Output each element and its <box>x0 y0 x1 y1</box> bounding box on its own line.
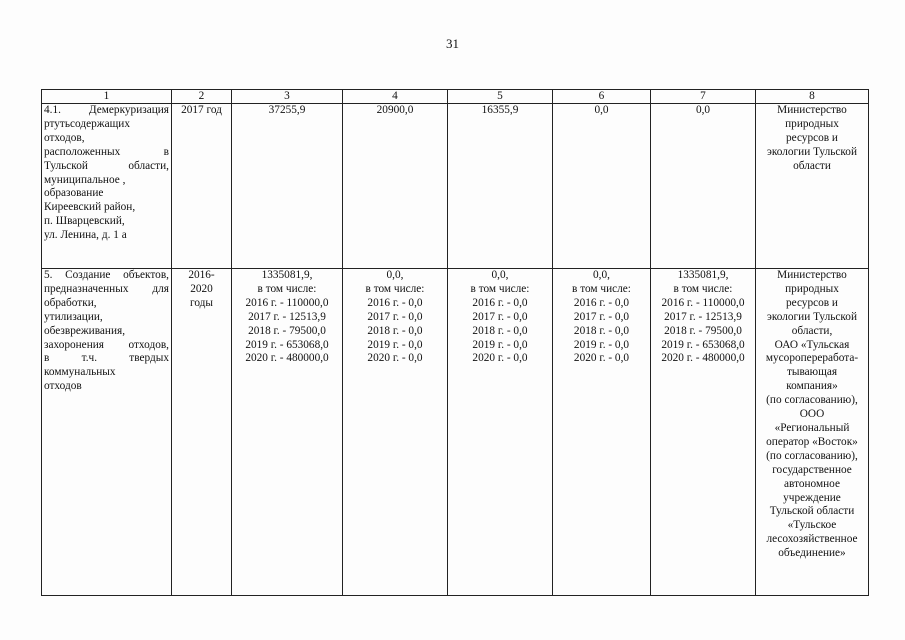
extrabudget-cell <box>651 104 756 269</box>
federal-budget-cell <box>448 104 553 269</box>
cell-line: Министерство <box>777 104 847 116</box>
local-budget-cell <box>553 269 651 596</box>
cell-line: (по согласованию), <box>766 394 858 407</box>
cell-line: 16355,9 <box>481 104 519 116</box>
cell-line: обезвреживания, <box>44 324 126 337</box>
header-cell: 1 <box>42 90 172 104</box>
cell-line: в т.ч. твердых <box>44 352 169 365</box>
cell-line: 2020 г. - 480000,0 <box>245 352 329 365</box>
cell-line: 2017 г. - 0,0 <box>573 310 630 323</box>
cell-line: 2016 г. - 0,0 <box>367 296 423 309</box>
cell-line: экологии Тульской <box>767 310 857 323</box>
cell-line: ртутьсодержащих <box>44 117 130 130</box>
cell-line: предназначенных для <box>44 282 169 295</box>
cell-line: годы <box>189 296 213 309</box>
cell-line: «Региональный <box>774 421 850 434</box>
cell-line: 2017 г. - 12513,9 <box>664 310 742 323</box>
cell-line: 2017 г. - 0,0 <box>472 310 528 323</box>
federal-budget-cell <box>448 269 553 596</box>
cell-line: в том числе: <box>673 282 733 295</box>
table-header-row <box>42 90 869 104</box>
cell-line: 2017 г. - 0,0 <box>367 310 423 323</box>
cell-line: Тульской области <box>769 505 855 518</box>
cell-line: 2018 г. - 0,0 <box>472 324 528 337</box>
cell-line: природных <box>785 117 839 130</box>
cell-line: в том числе: <box>365 282 425 295</box>
cell-line: компания» <box>786 380 838 393</box>
period-cell <box>172 104 232 269</box>
cell-line: п. Шварцевский, <box>44 215 125 228</box>
table-row <box>42 269 869 596</box>
cell-line: «Тульское <box>787 519 837 532</box>
cell-line: 2020 г. - 0,0 <box>573 352 630 365</box>
cell-line: 2016 г. - 110000,0 <box>245 296 329 309</box>
cell-line: 2016 г. - 110000,0 <box>661 296 745 309</box>
cell-line: 5. Создание объектов, <box>44 269 169 281</box>
cell-line: 2018 г. - 79500,0 <box>664 324 742 337</box>
cell-line: 0,0, <box>386 269 404 281</box>
cell-line: автономное <box>784 477 840 490</box>
regional-budget-cell <box>343 269 448 596</box>
cell-line: ресурсов и <box>786 296 838 309</box>
cell-line: объединение» <box>778 547 846 560</box>
cell-line: в том числе: <box>470 282 530 295</box>
cell-line: 2019 г. - 653068,0 <box>245 338 329 351</box>
program-table <box>41 89 869 596</box>
cell-line: 4.1. Демеркуризация <box>44 104 169 116</box>
cell-line: природных <box>785 282 839 295</box>
cell-line: 2017 г. - 12513,9 <box>248 310 326 323</box>
cell-line: захоронения отходов, <box>44 338 169 351</box>
cell-line: учреждение <box>783 491 841 504</box>
local-budget-cell <box>553 104 651 269</box>
cell-line: 2016- <box>188 269 215 281</box>
cell-line: 2016 г. - 0,0 <box>573 296 630 309</box>
cell-line: в том числе: <box>572 282 631 295</box>
cell-line: 1335081,9, <box>261 269 313 281</box>
cell-line: ул. Ленина, д. 1 а <box>44 229 127 242</box>
header-cell: 7 <box>651 90 756 104</box>
cell-line: области, <box>791 324 833 337</box>
responsible-cell <box>756 269 869 596</box>
total-cell <box>232 104 343 269</box>
cell-line: экологии Тульской <box>767 145 857 158</box>
cell-line: 2020 г. - 480000,0 <box>661 352 745 365</box>
cell-line: 2019 г. - 0,0 <box>573 338 630 351</box>
cell-line: 0,0, <box>491 269 509 281</box>
cell-line: отходов, <box>44 131 85 144</box>
cell-line: утилизации, <box>44 310 103 323</box>
page-number: 31 <box>446 36 459 51</box>
cell-line: 2020 г. - 0,0 <box>367 352 423 365</box>
cell-line: 2018 г. - 0,0 <box>367 324 423 337</box>
cell-line: тывающая <box>786 366 838 379</box>
cell-line: муниципальное , <box>44 173 126 186</box>
cell-line: 2020 г. - 0,0 <box>472 352 528 365</box>
cell-line: 37255,9 <box>268 104 306 116</box>
cell-line: ОАО «Тульская <box>774 338 850 351</box>
cell-line: 2019 г. - 0,0 <box>367 338 423 351</box>
cell-line: 2020 <box>190 282 213 295</box>
cell-line: лесохозяйственное <box>766 533 858 546</box>
header-cell: 4 <box>343 90 448 104</box>
cell-line: коммунальных <box>44 366 116 379</box>
header-cell: 8 <box>756 90 869 104</box>
total-cell <box>232 269 343 596</box>
cell-line: отходов <box>44 380 82 393</box>
cell-line: 1335081,9, <box>677 269 729 281</box>
cell-line: оператор «Восток» <box>766 435 858 448</box>
header-cell: 6 <box>553 90 651 104</box>
cell-line: ООО <box>799 408 825 421</box>
cell-line: 2019 г. - 653068,0 <box>661 338 745 351</box>
header-cell: 3 <box>232 90 343 104</box>
cell-line: в том числе: <box>257 282 317 295</box>
header-cell: 2 <box>172 90 232 104</box>
cell-line: 2018 г. - 79500,0 <box>248 324 326 337</box>
cell-line: Министерство <box>777 269 847 281</box>
cell-line: (по согласованию), <box>766 449 858 462</box>
cell-line: 2016 г. - 0,0 <box>472 296 528 309</box>
cell-line: Тульской области, <box>44 159 169 172</box>
measure-name-cell <box>42 104 172 269</box>
responsible-cell <box>756 104 869 269</box>
measure-name-cell <box>42 269 172 596</box>
cell-line: государственное <box>772 463 852 476</box>
cell-line: расположенных в <box>44 145 169 158</box>
extrabudget-cell <box>651 269 756 596</box>
cell-line: Киреевский район, <box>44 201 136 214</box>
regional-budget-cell <box>343 104 448 269</box>
period-cell <box>172 269 232 596</box>
cell-line: 20900,0 <box>376 104 414 116</box>
cell-line: 2017 год <box>181 104 222 116</box>
cell-line: 2019 г. - 0,0 <box>472 338 528 351</box>
cell-line: 0,0 <box>695 104 711 116</box>
table-row <box>42 104 869 269</box>
cell-line: 2018 г. - 0,0 <box>573 324 630 337</box>
header-cell: 5 <box>448 90 553 104</box>
cell-line: области <box>793 159 831 172</box>
cell-line: ресурсов и <box>786 131 838 144</box>
cell-line: 0,0 <box>594 104 609 116</box>
cell-line: образование <box>44 187 104 200</box>
cell-line: обработки, <box>44 296 97 309</box>
cell-line: мусоропереработа- <box>765 352 859 365</box>
cell-line: 0,0, <box>593 269 610 281</box>
